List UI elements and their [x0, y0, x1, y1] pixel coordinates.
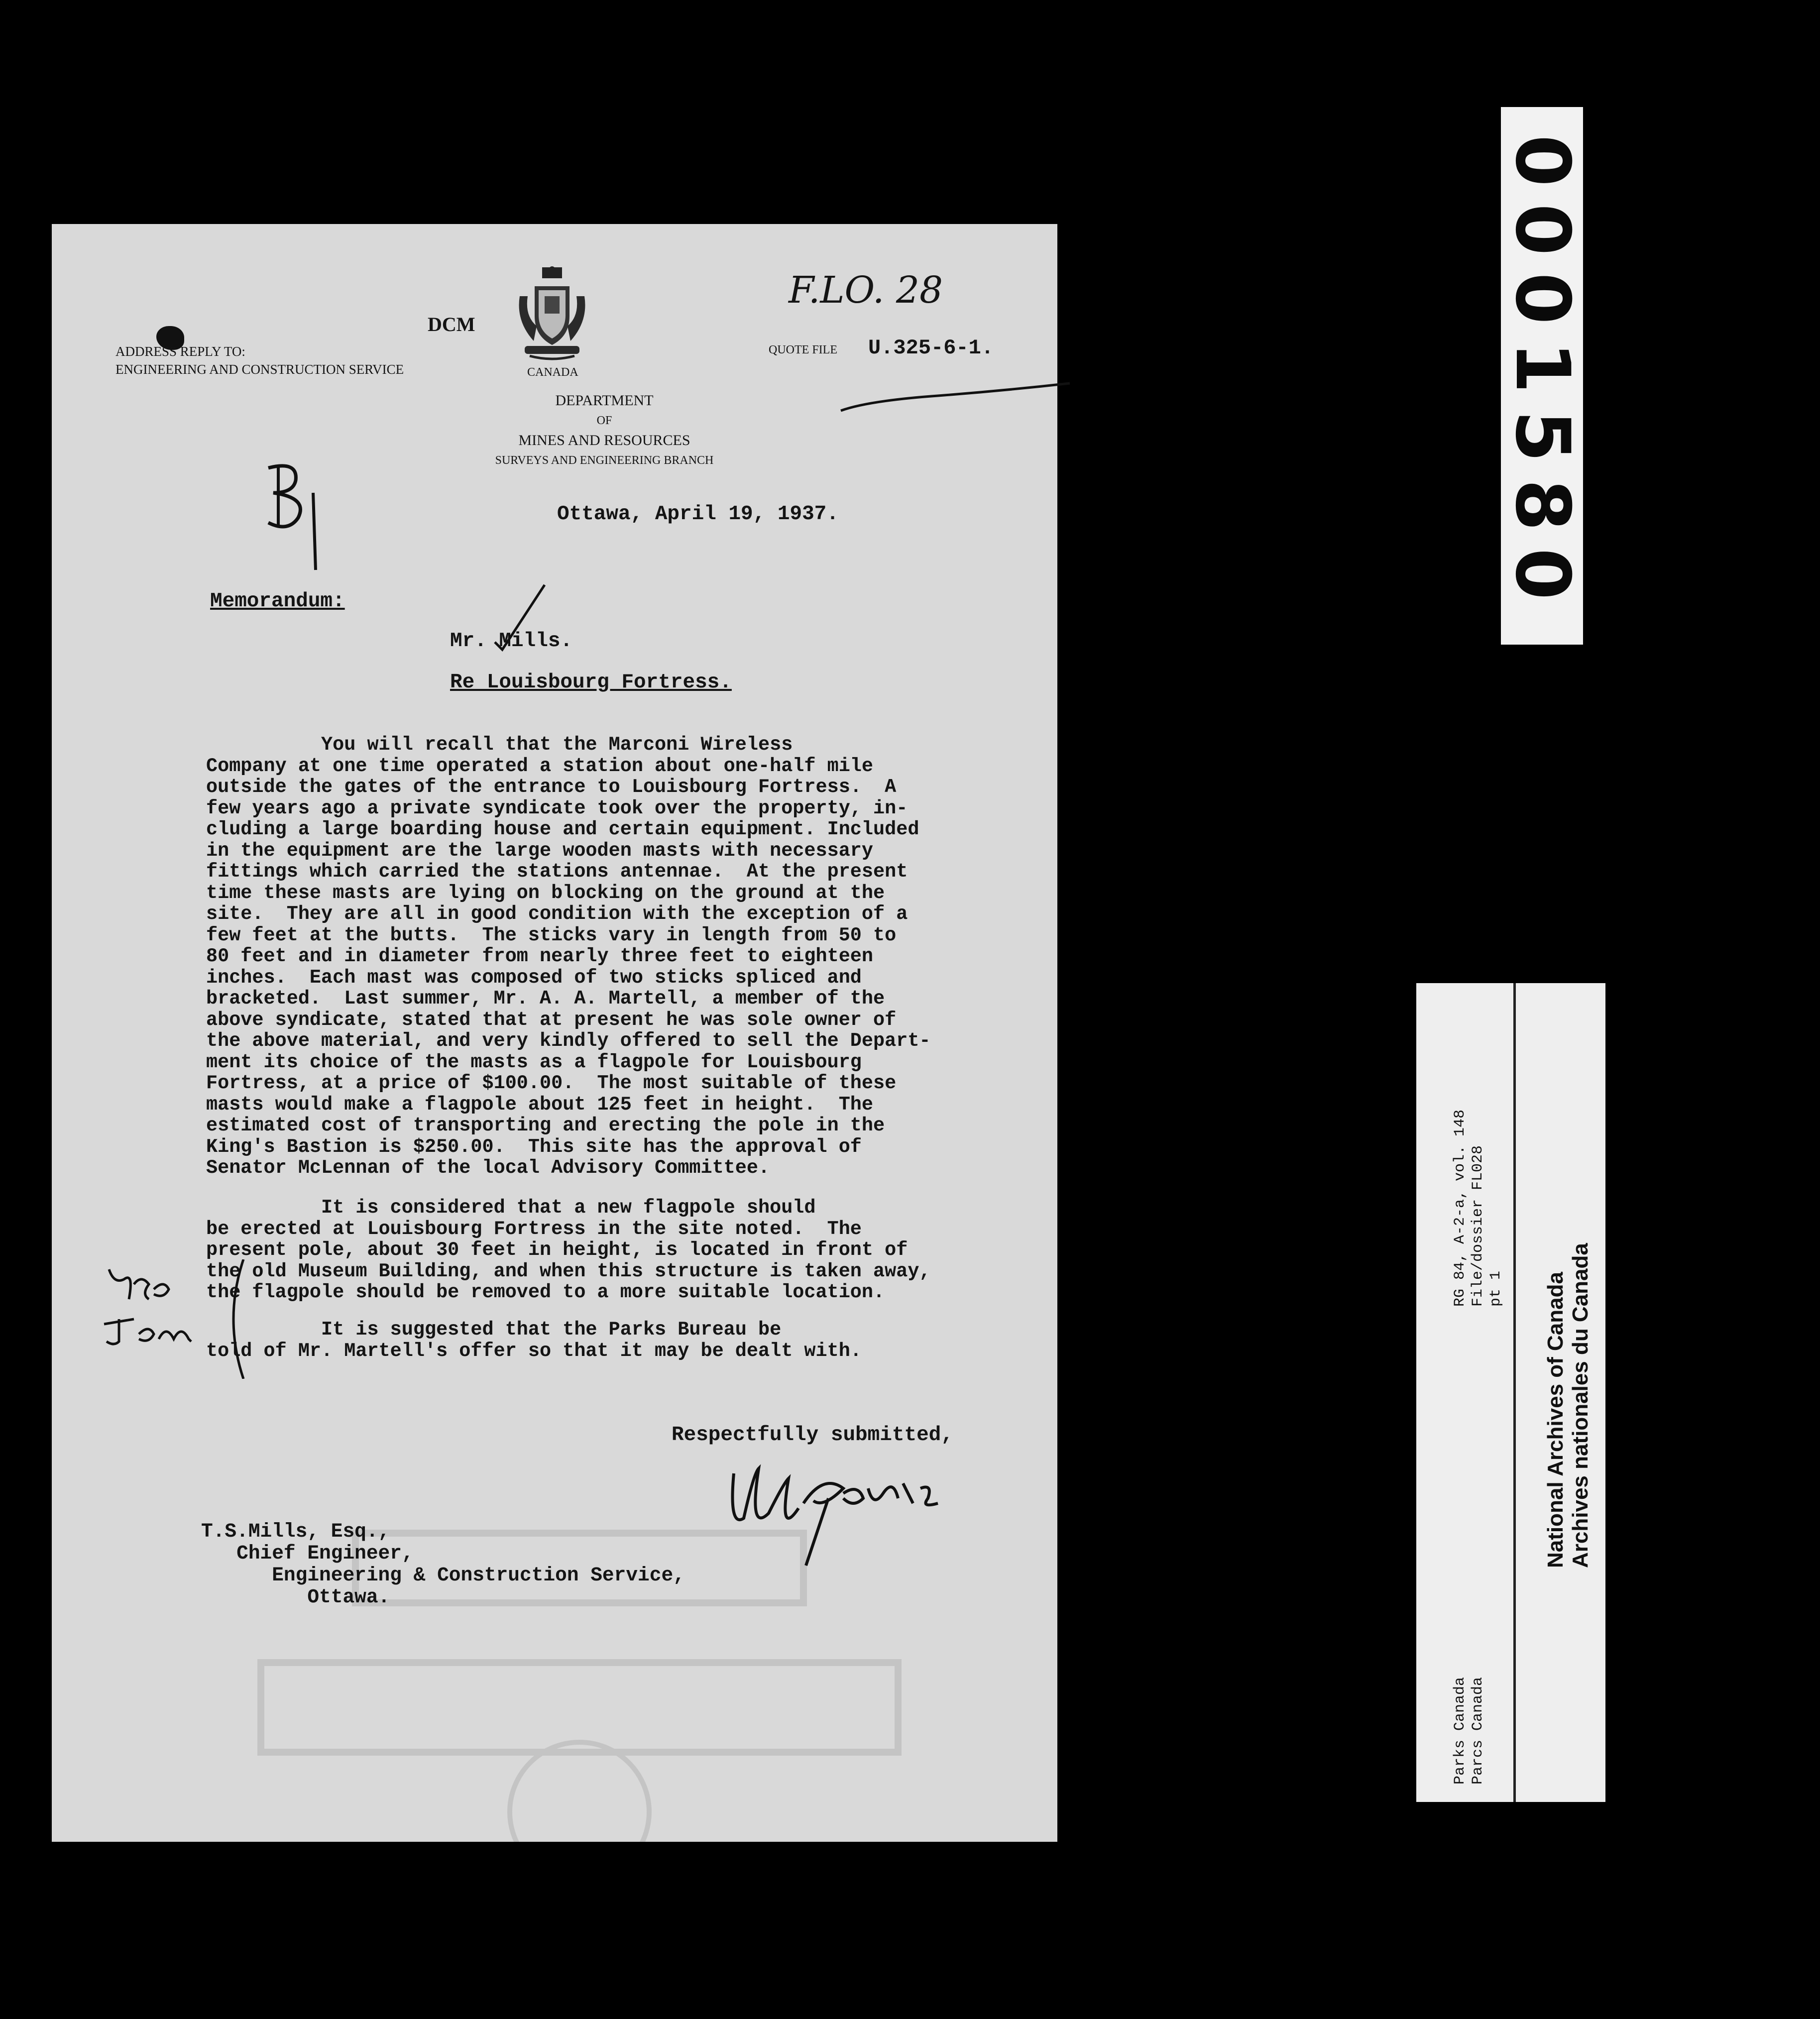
- department-of: OF: [596, 414, 612, 427]
- addressee-block: T.S.Mills, Esq., Chief Engineer, Engineering & Construction Service, Ottawa.: [201, 1520, 685, 1608]
- body-paragraph: It is considered that a new flagpole should be erected at Louisbourg Fortress in the site noted. The present pole, about 30 feet in height, is located in front of the old Museum Building, and when this structure is taken away, the flagpole should be removed to a more suitable location.: [206, 1197, 931, 1303]
- bleed-through-stamp: [231, 1434, 928, 1842]
- microfilm-frame-number: [1498, 107, 1586, 645]
- branch-name: SURVEYS AND ENGINEERING BRANCH: [495, 454, 714, 467]
- pen-stroke-mark: [838, 373, 1072, 418]
- agency-name: Parks Canada Parcs Canada: [1452, 1677, 1486, 1785]
- department-line: DEPARTMENT: [555, 392, 654, 409]
- archive-reference: RG 84, A-2-a, vol. 148 File/dossier FL028 pt 1: [1452, 1109, 1504, 1307]
- address-reply-service: ENGINEERING AND CONSTRUCTION SERVICE: [115, 362, 404, 377]
- memo-date: Ottawa, April 19, 1937.: [557, 503, 839, 526]
- dcm-initials: DCM: [428, 313, 475, 336]
- body-paragraph: It is suggested that the Parks Bureau be told of Mr. Martell's offer so that it may be dealt with.: [206, 1319, 862, 1362]
- quote-file-number: U.325-6-1.: [868, 336, 994, 360]
- address-reply-label: ADDRESS REPLY TO:: [115, 344, 245, 359]
- memo-heading: Memorandum:: [210, 590, 345, 613]
- department-name: MINES AND RESOURCES: [518, 432, 690, 449]
- address-reply-block: [115, 342, 404, 378]
- handwritten-file-number: F.LO. 28: [789, 269, 943, 312]
- margin-handwritten-note: [99, 1259, 248, 1379]
- frame-number-text: 0001580: [1498, 134, 1586, 617]
- label-divider: [1513, 983, 1516, 1802]
- department-block: [430, 391, 779, 470]
- coat-of-arms-icon: [515, 266, 589, 361]
- memo-sheet: [52, 224, 1057, 1842]
- handwritten-initial-mark: [253, 458, 343, 572]
- crest-caption: CANADA: [527, 366, 578, 379]
- memo-recipient: Mr. Mills.: [450, 630, 573, 653]
- body-paragraph: You will recall that the Marconi Wireless Company at one time operated a station about one-half mile outside the gates of the entrance to Louisbourg Fortress. A few years ago a private syndicate took over the property, in- cluding a large boarding house and certain equipment. Included in the equipment are the large wooden masts with necessary fittings which carried the stations antennae. At the present time these masts are lying on blocking on the ground at the site. They are all in good condition with the exception of a few feet at the butts. The sticks vary in length from 50 to 80 feet and in diameter from nearly three feet to eighteen inches. Each mast was composed of two sticks spliced and bracketed. Last summer, Mr. A. A. Martell, a member of the above syndicate, stated that at present he was sole owner of the above material, and very kindly offered to sell the Depart- ment its choice of the masts as a flagpole for Louisbourg Fortress, at a price of $100.00. The most suitable of these masts would make a flagpole about 125 feet in height. The estimated cost of transporting and erecting the pole in the King's Bastion is $250.00. This site has the approval of Senator McLennan of the local Advisory Committee.: [206, 734, 931, 1179]
- archive-label: [1416, 983, 1605, 1802]
- closing-line: Respectfully submitted,: [672, 1424, 953, 1447]
- memo-subject: Re Louisbourg Fortress.: [450, 671, 732, 694]
- institution-name: National Archives of Canada Archives nationales du Canada: [1543, 1243, 1592, 1568]
- quote-file-label: QUOTE FILE: [769, 343, 837, 356]
